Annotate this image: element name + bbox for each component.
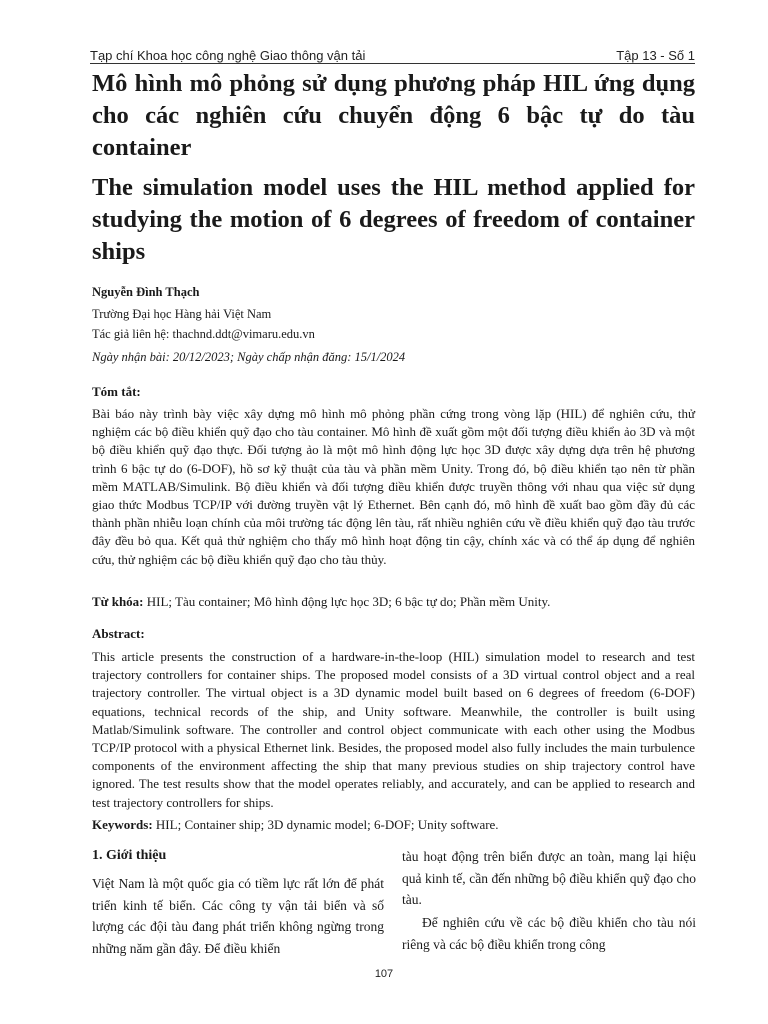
keywords-english	[92, 816, 695, 834]
author-affiliation: Trường Đại học Hàng hải Việt Nam	[92, 307, 272, 321]
running-header	[90, 41, 695, 63]
keywords-label: Keywords:	[92, 817, 153, 832]
title-vietnamese: Mô hình mô phỏng sử dụng phương pháp HIL ứng dụng cho các nghiên cứu chuyển động 6 bậc tự do tàu container	[92, 70, 695, 161]
abstract-heading: Abstract:	[92, 626, 145, 641]
abstract-text: This article presents the construction of a hardware-in-the-loop (HIL) simulation model to research and test trajectory controllers for container ships. The proposed model consists of a 3D virtual control object and a real trajectory controller. The virtual object is a 3D dynamic model built based on 6 degrees of freedom (6-DOF) equations, technical records of the ship, and Unity software. Meanwhile, the controller is built using Matlab/Simulink software. The controller and control object communicate with each other using the Modbus TCP/IP protocol with a physical Ethernet link. Besides, the proposed model also fully includes the main turbulence components of the environment affecting the ship that many previous studies on ship trajectory control have ignored. The test results show that the model operates reliably, and accurately, and can be applied to research and test trajectory controllers for ships.	[92, 649, 695, 810]
intro-right-column-para-1: tàu hoạt động trên biển được an toàn, mang lại hiệu quả kinh tế, cần đến những bộ điều khiển quỹ đạo cho tàu.	[402, 849, 696, 907]
summary-text: Bài báo này trình bày việc xây dựng mô hình mô phỏng phần cứng trong vòng lặp (HIL) để nghiên cứu, thử nghiệm các bộ điều khiển quỹ đạo cho tàu container. Mô hình đề xuất gồm một đối tượng điều khiển ảo 3D và một bộ điều khiển quỹ đạo thực. Đối tượng ảo là một mô hình động lực học 3D được xây dựng dựa trên hệ phương trình 6 bậc tự do (6-DOF), hồ sơ kỹ thuật của tàu và phần mềm Unity. Trong đó, bộ điều khiển tạo nên từ phần mềm MATLAB/Simulink. Bộ điều khiển và đối tượng điều khiển được truyền thông với nhau qua việc sử dụng giao thức Modbus TCP/IP với đường truyền vật lý Ethernet. Bên cạnh đó, mô hình đề xuất bao gồm đầy đủ các thành phần nhiễu loạn chính của môi trường tác động lên tàu, rất nhiều nghiên cứu về điều khiển quỹ đạo tàu trước đây đều bỏ qua. Kết quả thử nghiệm cho thấy mô hình hoạt động tin cậy, chính xác và có thể áp dụng để nghiên cứu, thử nghiệm các bộ điều khiển quỹ đạo cho tàu thủy.	[92, 406, 695, 567]
corresponding-author: Tác giả liên hệ: thachnd.ddt@vimaru.edu.vn	[92, 327, 315, 341]
keywords-vietnamese	[92, 593, 695, 611]
section-heading-introduction: 1. Giới thiệu	[92, 848, 167, 863]
summary-heading: Tóm tắt:	[92, 384, 141, 399]
intro-left-column: Việt Nam là một quốc gia có tiềm lực rất lớn để phát triển kinh tế biển. Các công ty vận tải biển và số lượng các đội tàu đang phát triển không ngừng trong những năm gần đây. Để điều khiển	[92, 876, 384, 956]
keywords-label: Từ khóa:	[92, 594, 144, 609]
submission-dates: Ngày nhận bài: 20/12/2023; Ngày chấp nhận đăng: 15/1/2024	[92, 350, 406, 364]
header-divider	[90, 63, 695, 64]
author-name: Nguyễn Đình Thạch	[92, 285, 200, 299]
title-english: The simulation model uses the HIL method applied for studying the motion of 6 degrees of freedom of container ships	[92, 174, 695, 265]
journal-name: Tạp chí Khoa học công nghệ Giao thông vận tải	[90, 48, 366, 63]
keywords-value: HIL; Container ship; 3D dynamic model; 6-DOF; Unity software.	[155, 817, 499, 832]
keywords-value: HIL; Tàu container; Mô hình động lực học 3D; 6 bậc tự do; Phần mềm Unity.	[146, 594, 551, 609]
intro-right-column-para-2: Để nghiên cứu về các bộ điều khiển cho tàu nói riêng và các bộ điều khiển trong công	[402, 915, 696, 952]
page-number: 107	[374, 968, 394, 980]
volume-issue: Tập 13 - Số 1	[616, 48, 695, 63]
